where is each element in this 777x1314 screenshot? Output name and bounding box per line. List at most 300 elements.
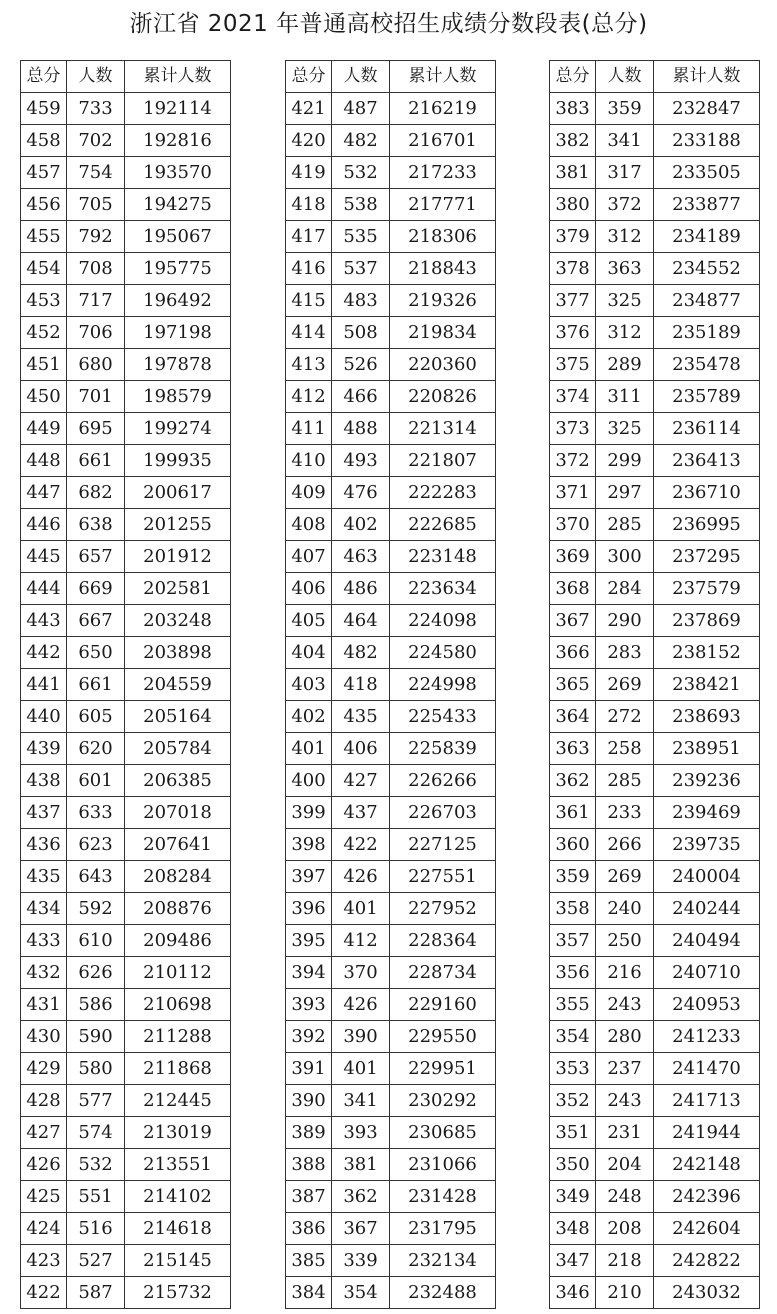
- cell-cumulative-count: 236995: [654, 509, 760, 541]
- cell-total-score: 440: [21, 701, 67, 733]
- cell-total-score: 394: [286, 957, 332, 989]
- cell-total-score: 399: [286, 797, 332, 829]
- cell-cumulative-count: 219834: [390, 317, 496, 349]
- cell-cumulative-count: 199935: [125, 445, 231, 477]
- cell-cumulative-count: 193570: [125, 157, 231, 189]
- cell-cumulative-count: 223634: [390, 573, 496, 605]
- cell-cumulative-count: 203898: [125, 637, 231, 669]
- cell-count: 601: [67, 765, 125, 797]
- cell-cumulative-count: 210112: [125, 957, 231, 989]
- cell-count: 605: [67, 701, 125, 733]
- cell-cumulative-count: 202581: [125, 573, 231, 605]
- cell-cumulative-count: 231066: [390, 1149, 496, 1181]
- cell-count: 667: [67, 605, 125, 637]
- cell-total-score: 381: [550, 157, 596, 189]
- cell-cumulative-count: 205784: [125, 733, 231, 765]
- cell-count: 354: [332, 1277, 390, 1309]
- cell-count: 412: [332, 925, 390, 957]
- cell-count: 702: [67, 125, 125, 157]
- cell-total-score: 415: [286, 285, 332, 317]
- cell-count: 464: [332, 605, 390, 637]
- table-row: [550, 669, 760, 701]
- cell-total-score: 404: [286, 637, 332, 669]
- cell-cumulative-count: 242396: [654, 1181, 760, 1213]
- cell-count: 706: [67, 317, 125, 349]
- table-row: [550, 381, 760, 413]
- cell-total-score: 428: [21, 1085, 67, 1117]
- cell-count: 483: [332, 285, 390, 317]
- cell-total-score: 416: [286, 253, 332, 285]
- cell-cumulative-count: 209486: [125, 925, 231, 957]
- cell-total-score: 392: [286, 1021, 332, 1053]
- table-row: [550, 125, 760, 157]
- cell-cumulative-count: 242604: [654, 1213, 760, 1245]
- table-row: [286, 1021, 496, 1053]
- cell-total-score: 391: [286, 1053, 332, 1085]
- cell-cumulative-count: 214102: [125, 1181, 231, 1213]
- cell-cumulative-count: 210698: [125, 989, 231, 1021]
- table-row: [550, 93, 760, 125]
- table-row: [286, 605, 496, 637]
- table-row: [286, 829, 496, 861]
- cell-total-score: 390: [286, 1085, 332, 1117]
- cell-count: 669: [67, 573, 125, 605]
- cell-cumulative-count: 195067: [125, 221, 231, 253]
- cell-count: 695: [67, 413, 125, 445]
- header-cumulative-count: 累计人数: [125, 61, 231, 93]
- cell-count: 754: [67, 157, 125, 189]
- cell-cumulative-count: 228364: [390, 925, 496, 957]
- cell-count: 708: [67, 253, 125, 285]
- cell-total-score: 346: [550, 1277, 596, 1309]
- cell-total-score: 366: [550, 637, 596, 669]
- cell-cumulative-count: 237869: [654, 605, 760, 637]
- cell-total-score: 377: [550, 285, 596, 317]
- cell-total-score: 423: [21, 1245, 67, 1277]
- cell-count: 427: [332, 765, 390, 797]
- cell-count: 482: [332, 637, 390, 669]
- cell-total-score: 352: [550, 1085, 596, 1117]
- cell-total-score: 387: [286, 1181, 332, 1213]
- cell-cumulative-count: 239469: [654, 797, 760, 829]
- table-row: [21, 701, 231, 733]
- cell-count: 650: [67, 637, 125, 669]
- cell-cumulative-count: 212445: [125, 1085, 231, 1117]
- cell-total-score: 373: [550, 413, 596, 445]
- cell-count: 486: [332, 573, 390, 605]
- cell-cumulative-count: 205164: [125, 701, 231, 733]
- table-row: [550, 509, 760, 541]
- cell-total-score: 355: [550, 989, 596, 1021]
- cell-count: 574: [67, 1117, 125, 1149]
- table-row: [21, 1245, 231, 1277]
- cell-count: 248: [596, 1181, 654, 1213]
- cell-count: 526: [332, 349, 390, 381]
- cell-total-score: 402: [286, 701, 332, 733]
- table-row: [21, 413, 231, 445]
- cell-count: 418: [332, 669, 390, 701]
- cell-count: 289: [596, 349, 654, 381]
- cell-count: 233: [596, 797, 654, 829]
- table-row: [286, 861, 496, 893]
- cell-total-score: 395: [286, 925, 332, 957]
- cell-total-score: 453: [21, 285, 67, 317]
- table-row: [550, 893, 760, 925]
- cell-total-score: 375: [550, 349, 596, 381]
- cell-cumulative-count: 241233: [654, 1021, 760, 1053]
- cell-count: 362: [332, 1181, 390, 1213]
- cell-total-score: 456: [21, 189, 67, 221]
- cell-total-score: 413: [286, 349, 332, 381]
- cell-total-score: 408: [286, 509, 332, 541]
- score-table-2: [285, 60, 496, 1309]
- header-cumulative-count: 累计人数: [654, 61, 760, 93]
- cell-count: 592: [67, 893, 125, 925]
- cell-cumulative-count: 213551: [125, 1149, 231, 1181]
- table-header-row: [550, 61, 760, 93]
- cell-cumulative-count: 234189: [654, 221, 760, 253]
- cell-count: 705: [67, 189, 125, 221]
- score-table-3: [549, 60, 760, 1309]
- cell-count: 372: [596, 189, 654, 221]
- cell-total-score: 365: [550, 669, 596, 701]
- table-row: [21, 1117, 231, 1149]
- table-row: [21, 509, 231, 541]
- cell-count: 359: [596, 93, 654, 125]
- cell-count: 284: [596, 573, 654, 605]
- cell-cumulative-count: 241944: [654, 1117, 760, 1149]
- cell-count: 290: [596, 605, 654, 637]
- cell-total-score: 405: [286, 605, 332, 637]
- table-row: [550, 925, 760, 957]
- cell-count: 280: [596, 1021, 654, 1053]
- table-row: [286, 541, 496, 573]
- cell-count: 426: [332, 861, 390, 893]
- table-row: [21, 253, 231, 285]
- table-header-row: [286, 61, 496, 93]
- table-row: [286, 125, 496, 157]
- cell-total-score: 455: [21, 221, 67, 253]
- cell-total-score: 418: [286, 189, 332, 221]
- cell-total-score: 420: [286, 125, 332, 157]
- cell-total-score: 449: [21, 413, 67, 445]
- header-cumulative-count: 累计人数: [390, 61, 496, 93]
- cell-cumulative-count: 224098: [390, 605, 496, 637]
- cell-cumulative-count: 221314: [390, 413, 496, 445]
- cell-cumulative-count: 241470: [654, 1053, 760, 1085]
- cell-cumulative-count: 225433: [390, 701, 496, 733]
- cell-count: 285: [596, 765, 654, 797]
- cell-total-score: 378: [550, 253, 596, 285]
- cell-count: 435: [332, 701, 390, 733]
- cell-total-score: 421: [286, 93, 332, 125]
- cell-cumulative-count: 238152: [654, 637, 760, 669]
- table-row: [21, 221, 231, 253]
- table-row: [550, 349, 760, 381]
- cell-total-score: 458: [21, 125, 67, 157]
- cell-count: 466: [332, 381, 390, 413]
- cell-cumulative-count: 221807: [390, 445, 496, 477]
- cell-cumulative-count: 217233: [390, 157, 496, 189]
- cell-total-score: 367: [550, 605, 596, 637]
- cell-cumulative-count: 198579: [125, 381, 231, 413]
- cell-count: 701: [67, 381, 125, 413]
- table-row: [286, 381, 496, 413]
- cell-count: 266: [596, 829, 654, 861]
- cell-count: 297: [596, 477, 654, 509]
- cell-count: 426: [332, 989, 390, 1021]
- table-row: [21, 189, 231, 221]
- cell-cumulative-count: 203248: [125, 605, 231, 637]
- cell-cumulative-count: 229160: [390, 989, 496, 1021]
- cell-total-score: 393: [286, 989, 332, 1021]
- table-row: [21, 1149, 231, 1181]
- table-row: [286, 93, 496, 125]
- cell-total-score: 348: [550, 1213, 596, 1245]
- table-row: [286, 509, 496, 541]
- cell-total-score: 376: [550, 317, 596, 349]
- cell-cumulative-count: 206385: [125, 765, 231, 797]
- cell-cumulative-count: 243032: [654, 1277, 760, 1309]
- cell-cumulative-count: 233188: [654, 125, 760, 157]
- cell-total-score: 439: [21, 733, 67, 765]
- table-row: [286, 989, 496, 1021]
- cell-total-score: 383: [550, 93, 596, 125]
- cell-total-score: 351: [550, 1117, 596, 1149]
- cell-cumulative-count: 229951: [390, 1053, 496, 1085]
- cell-count: 402: [332, 509, 390, 541]
- cell-count: 587: [67, 1277, 125, 1309]
- header-total-score: 总分: [550, 61, 596, 93]
- cell-total-score: 419: [286, 157, 332, 189]
- cell-total-score: 411: [286, 413, 332, 445]
- cell-total-score: 359: [550, 861, 596, 893]
- cell-total-score: 448: [21, 445, 67, 477]
- cell-cumulative-count: 218306: [390, 221, 496, 253]
- cell-cumulative-count: 236413: [654, 445, 760, 477]
- cell-count: 733: [67, 93, 125, 125]
- cell-total-score: 370: [550, 509, 596, 541]
- cell-cumulative-count: 224580: [390, 637, 496, 669]
- cell-count: 258: [596, 733, 654, 765]
- cell-cumulative-count: 217771: [390, 189, 496, 221]
- table-row: [550, 253, 760, 285]
- table-row: [550, 477, 760, 509]
- cell-total-score: 426: [21, 1149, 67, 1181]
- table-row: [21, 349, 231, 381]
- cell-count: 590: [67, 1021, 125, 1053]
- cell-count: 339: [332, 1245, 390, 1277]
- table-row: [21, 605, 231, 637]
- cell-count: 476: [332, 477, 390, 509]
- cell-cumulative-count: 222283: [390, 477, 496, 509]
- cell-cumulative-count: 230685: [390, 1117, 496, 1149]
- cell-cumulative-count: 234877: [654, 285, 760, 317]
- table-row: [550, 1213, 760, 1245]
- table-row: [550, 189, 760, 221]
- table-row: [21, 925, 231, 957]
- cell-cumulative-count: 200617: [125, 477, 231, 509]
- cell-count: 532: [67, 1149, 125, 1181]
- cell-cumulative-count: 211868: [125, 1053, 231, 1085]
- table-row: [21, 989, 231, 1021]
- table-row: [21, 93, 231, 125]
- table-row: [550, 861, 760, 893]
- cell-cumulative-count: 235789: [654, 381, 760, 413]
- table-row: [550, 317, 760, 349]
- cell-count: 269: [596, 861, 654, 893]
- cell-cumulative-count: 230292: [390, 1085, 496, 1117]
- cell-cumulative-count: 213019: [125, 1117, 231, 1149]
- cell-cumulative-count: 229550: [390, 1021, 496, 1053]
- cell-cumulative-count: 238693: [654, 701, 760, 733]
- cell-cumulative-count: 232134: [390, 1245, 496, 1277]
- cell-total-score: 445: [21, 541, 67, 573]
- table-row: [286, 157, 496, 189]
- table-row: [21, 1277, 231, 1309]
- table-row: [21, 1085, 231, 1117]
- cell-cumulative-count: 196492: [125, 285, 231, 317]
- cell-total-score: 429: [21, 1053, 67, 1085]
- cell-cumulative-count: 240710: [654, 957, 760, 989]
- table-row: [550, 829, 760, 861]
- cell-cumulative-count: 236710: [654, 477, 760, 509]
- cell-count: 620: [67, 733, 125, 765]
- table-row: [550, 1277, 760, 1309]
- cell-total-score: 347: [550, 1245, 596, 1277]
- cell-count: 401: [332, 893, 390, 925]
- cell-cumulative-count: 232488: [390, 1277, 496, 1309]
- table-row: [550, 1117, 760, 1149]
- cell-count: 406: [332, 733, 390, 765]
- cell-total-score: 438: [21, 765, 67, 797]
- cell-count: 341: [332, 1085, 390, 1117]
- table-row: [550, 573, 760, 605]
- table-row: [286, 1085, 496, 1117]
- cell-cumulative-count: 201255: [125, 509, 231, 541]
- cell-cumulative-count: 201912: [125, 541, 231, 573]
- cell-cumulative-count: 223148: [390, 541, 496, 573]
- cell-count: 463: [332, 541, 390, 573]
- cell-total-score: 397: [286, 861, 332, 893]
- cell-total-score: 357: [550, 925, 596, 957]
- cell-count: 401: [332, 1053, 390, 1085]
- table-row: [550, 541, 760, 573]
- table-row: [550, 701, 760, 733]
- table-row: [21, 445, 231, 477]
- cell-count: 643: [67, 861, 125, 893]
- cell-total-score: 414: [286, 317, 332, 349]
- cell-cumulative-count: 204559: [125, 669, 231, 701]
- cell-count: 208: [596, 1213, 654, 1245]
- cell-total-score: 437: [21, 797, 67, 829]
- cell-count: 488: [332, 413, 390, 445]
- table-row: [21, 1181, 231, 1213]
- cell-count: 661: [67, 669, 125, 701]
- table-row: [21, 637, 231, 669]
- cell-total-score: 396: [286, 893, 332, 925]
- table-row: [286, 253, 496, 285]
- cell-count: 680: [67, 349, 125, 381]
- table-row: [21, 1053, 231, 1085]
- cell-cumulative-count: 222685: [390, 509, 496, 541]
- cell-total-score: 436: [21, 829, 67, 861]
- table-row: [286, 1181, 496, 1213]
- cell-total-score: 407: [286, 541, 332, 573]
- cell-cumulative-count: 226703: [390, 797, 496, 829]
- cell-total-score: 417: [286, 221, 332, 253]
- table-row: [550, 1181, 760, 1213]
- cell-count: 626: [67, 957, 125, 989]
- cell-total-score: 424: [21, 1213, 67, 1245]
- table-row: [550, 1085, 760, 1117]
- cell-cumulative-count: 219326: [390, 285, 496, 317]
- cell-cumulative-count: 197878: [125, 349, 231, 381]
- cell-total-score: 379: [550, 221, 596, 253]
- cell-total-score: 388: [286, 1149, 332, 1181]
- cell-cumulative-count: 216219: [390, 93, 496, 125]
- table-row: [21, 669, 231, 701]
- cell-count: 437: [332, 797, 390, 829]
- cell-count: 717: [67, 285, 125, 317]
- cell-total-score: 450: [21, 381, 67, 413]
- cell-cumulative-count: 240004: [654, 861, 760, 893]
- cell-cumulative-count: 240953: [654, 989, 760, 1021]
- cell-cumulative-count: 207641: [125, 829, 231, 861]
- table-row: [21, 797, 231, 829]
- cell-cumulative-count: 239735: [654, 829, 760, 861]
- cell-total-score: 380: [550, 189, 596, 221]
- cell-cumulative-count: 197198: [125, 317, 231, 349]
- table-row: [550, 1021, 760, 1053]
- cell-total-score: 401: [286, 733, 332, 765]
- cell-cumulative-count: 215732: [125, 1277, 231, 1309]
- cell-total-score: 354: [550, 1021, 596, 1053]
- cell-count: 272: [596, 701, 654, 733]
- table-row: [286, 573, 496, 605]
- table-row: [286, 893, 496, 925]
- table-row: [286, 957, 496, 989]
- cell-total-score: 384: [286, 1277, 332, 1309]
- table-row: [21, 893, 231, 925]
- cell-total-score: 400: [286, 765, 332, 797]
- cell-count: 580: [67, 1053, 125, 1085]
- table-row: [550, 1149, 760, 1181]
- cell-total-score: 398: [286, 829, 332, 861]
- cell-count: 283: [596, 637, 654, 669]
- cell-cumulative-count: 242148: [654, 1149, 760, 1181]
- cell-total-score: 434: [21, 893, 67, 925]
- table-row: [21, 1021, 231, 1053]
- table-row: [286, 221, 496, 253]
- cell-cumulative-count: 237295: [654, 541, 760, 573]
- cell-count: 325: [596, 413, 654, 445]
- cell-count: 363: [596, 253, 654, 285]
- cell-cumulative-count: 220360: [390, 349, 496, 381]
- cell-cumulative-count: 242822: [654, 1245, 760, 1277]
- cell-count: 370: [332, 957, 390, 989]
- table-row: [550, 445, 760, 477]
- cell-total-score: 369: [550, 541, 596, 573]
- table-row: [21, 477, 231, 509]
- cell-cumulative-count: 195775: [125, 253, 231, 285]
- cell-count: 508: [332, 317, 390, 349]
- cell-count: 218: [596, 1245, 654, 1277]
- header-count: 人数: [596, 61, 654, 93]
- table-row: [550, 957, 760, 989]
- cell-count: 551: [67, 1181, 125, 1213]
- cell-cumulative-count: 220826: [390, 381, 496, 413]
